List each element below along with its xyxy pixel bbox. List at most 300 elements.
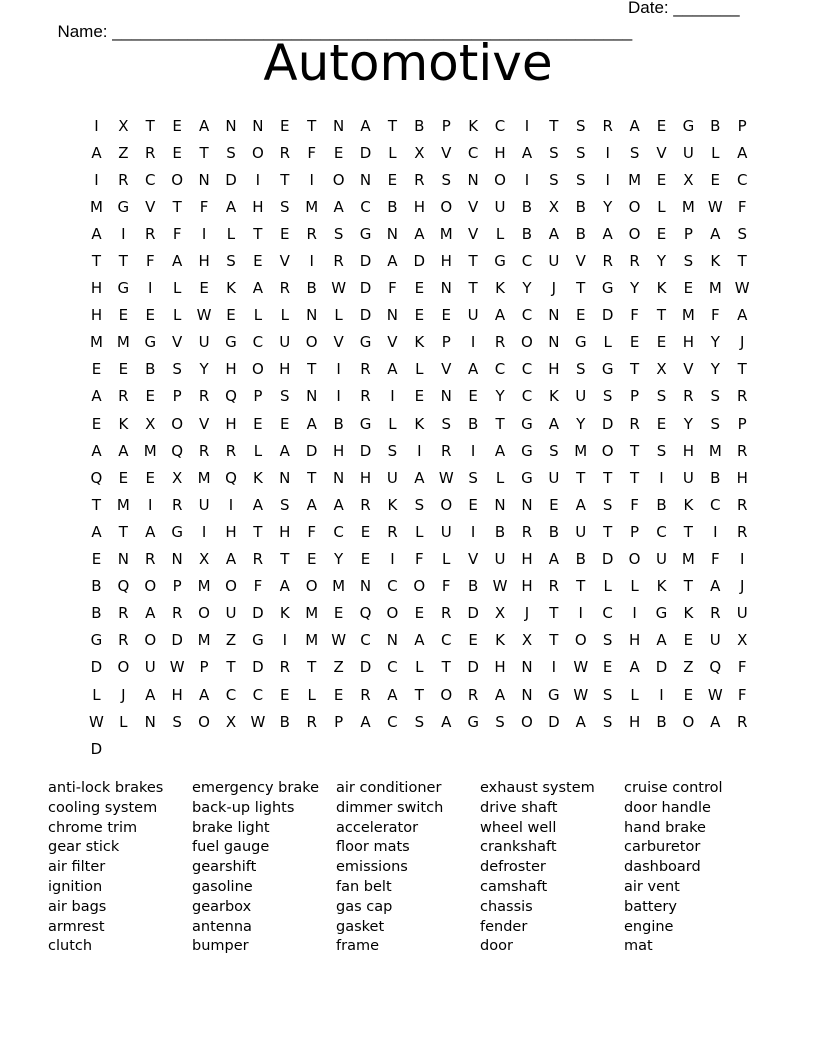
grid-letter: H: [90, 279, 103, 298]
word-list-item: fuel gauge: [192, 839, 270, 856]
grid-letter: R: [441, 441, 452, 460]
grid-letter: O: [521, 712, 533, 731]
grid-letter: O: [628, 224, 641, 243]
grid-letter: I: [390, 387, 395, 406]
grid-letter: V: [575, 252, 586, 271]
grid-letter: C: [710, 495, 721, 514]
grid-letter: M: [708, 441, 722, 460]
grid-letter: X: [737, 631, 748, 650]
grid-letter: X: [656, 360, 667, 379]
grid-letter: V: [279, 252, 290, 271]
grid-letter: R: [736, 387, 748, 406]
grid-letter: Q: [359, 604, 372, 623]
grid-letter: O: [171, 414, 184, 433]
grid-letter: G: [601, 279, 614, 298]
grid-letter: S: [468, 468, 478, 487]
grid-letter: A: [468, 360, 479, 379]
grid-letter: T: [172, 197, 182, 216]
grid-letter: I: [309, 170, 314, 189]
grid-letter: T: [441, 658, 451, 677]
grid-letter: G: [225, 333, 237, 352]
grid-letter: P: [334, 712, 344, 731]
grid-letter: Z: [683, 658, 694, 677]
grid-letter: L: [415, 360, 424, 379]
grid-letter: Y: [629, 279, 640, 298]
grid-letter: A: [441, 712, 452, 731]
grid-letter: K: [252, 468, 263, 487]
grid-letter: I: [282, 631, 288, 650]
grid-letter: A: [91, 143, 102, 162]
grid-letter: X: [548, 197, 559, 216]
grid-letter: I: [739, 550, 745, 569]
grid-letter: I: [659, 685, 664, 704]
grid-letter: T: [683, 522, 693, 541]
grid-letter: O: [251, 360, 264, 379]
grid-letter: A: [145, 604, 156, 623]
grid-letter: A: [710, 712, 721, 731]
grid-letter: T: [629, 441, 640, 460]
grid-letter: I: [309, 252, 314, 271]
grid-letter: F: [145, 252, 155, 271]
grid-letter: I: [632, 604, 637, 623]
grid-letter: L: [119, 712, 128, 731]
grid-letter: T: [576, 468, 586, 487]
word-column: [48, 779, 192, 957]
grid-letter: N: [359, 577, 372, 596]
grid-letter: H: [413, 197, 425, 216]
grid-letter: X: [225, 712, 237, 731]
grid-letter: I: [713, 522, 718, 541]
grid-letter: L: [92, 685, 101, 704]
grid-letter: D: [305, 441, 318, 460]
grid-letter: M: [681, 197, 695, 216]
word-list-item: gasoline: [192, 878, 253, 895]
grid-letter: V: [468, 224, 479, 243]
grid-letter: R: [602, 252, 613, 271]
grid-letter: N: [198, 170, 210, 189]
grid-letter: B: [656, 712, 667, 731]
grid-letter: M: [681, 306, 695, 325]
grid-letter: B: [521, 224, 533, 243]
grid-letter: E: [172, 143, 182, 162]
grid-letter: R: [306, 224, 317, 243]
word-list-item: engine: [624, 918, 674, 935]
grid-letter: V: [683, 360, 694, 379]
grid-letter: A: [333, 197, 344, 216]
grid-letter: T: [495, 414, 505, 433]
grid-letter: O: [521, 333, 533, 352]
grid-letter: R: [145, 143, 156, 162]
grid-letter: D: [467, 604, 479, 623]
grid-letter: A: [521, 143, 533, 162]
grid-letter: N: [306, 387, 318, 406]
grid-letter: I: [255, 170, 261, 189]
grid-letter: E: [656, 333, 667, 352]
grid-letter: V: [441, 360, 452, 379]
grid-letter: J: [121, 685, 126, 704]
grid-letter: N: [171, 550, 183, 569]
grid-letter: A: [414, 468, 425, 487]
grid-letter: H: [252, 197, 264, 216]
grid-letter: D: [252, 604, 264, 623]
grid-letter: K: [656, 279, 667, 298]
grid-letter: H: [521, 550, 533, 569]
word-list-item: chassis: [480, 898, 533, 915]
grid-letter: W: [331, 279, 347, 298]
grid-letter: E: [118, 306, 129, 325]
grid-letter: C: [521, 360, 533, 379]
grid-letter: A: [198, 116, 210, 135]
grid-letter: E: [629, 333, 640, 352]
grid-letter: T: [683, 577, 693, 596]
grid-letter: E: [656, 170, 667, 189]
grid-letter: R: [441, 604, 452, 623]
grid-letter: L: [415, 522, 424, 541]
grid-letter: D: [413, 252, 426, 271]
word-list-item: armrest: [48, 918, 105, 935]
grid-letter: G: [144, 333, 157, 352]
grid-letter: K: [279, 604, 290, 623]
grid-letter: I: [551, 658, 557, 677]
grid-letter: X: [118, 116, 129, 135]
grid-letter: R: [145, 224, 156, 243]
word-list-item: air conditioner: [336, 780, 442, 796]
grid-letter: T: [118, 522, 128, 541]
grid-letter: E: [118, 360, 129, 379]
grid-letter: R: [252, 550, 264, 569]
grid-letter: I: [94, 170, 99, 189]
grid-letter: N: [386, 224, 399, 243]
grid-letter: G: [359, 333, 372, 352]
grid-letter: K: [683, 604, 694, 623]
word-list-item: carburetor: [624, 839, 701, 856]
word-list-item: drive shaft: [480, 799, 558, 816]
grid-letter: T: [280, 170, 290, 189]
grid-letter: E: [468, 495, 478, 514]
grid-letter: M: [628, 170, 642, 189]
grid-letter: F: [253, 577, 263, 596]
grid-letter: T: [307, 658, 317, 677]
grid-letter: N: [225, 116, 237, 135]
grid-letter: A: [252, 279, 264, 298]
grid-letter: R: [736, 441, 748, 460]
word-list-item: door handle: [624, 799, 711, 816]
grid-letter: K: [495, 631, 505, 650]
grid-letter: U: [682, 143, 694, 162]
grid-letter: K: [710, 252, 721, 271]
grid-letter: I: [94, 116, 99, 135]
grid-letter: M: [89, 333, 103, 352]
grid-letter: E: [253, 252, 263, 271]
grid-letter: E: [414, 306, 425, 325]
grid-letter: C: [225, 685, 237, 704]
word-list-item: emergency brake: [192, 780, 320, 796]
grid-letter: A: [279, 577, 290, 596]
grid-letter: X: [414, 143, 425, 162]
date-field-label: Date: _______: [628, 0, 740, 17]
grid-letter: T: [576, 279, 586, 298]
grid-letter: L: [307, 685, 316, 704]
grid-letter: T: [549, 116, 559, 135]
grid-letter: B: [575, 197, 586, 216]
grid-letter: G: [171, 522, 183, 541]
word-list-item: frame: [336, 938, 379, 955]
grid-letter: F: [710, 306, 720, 325]
word-list-item: mat: [624, 938, 653, 955]
grid-letter: F: [415, 550, 424, 569]
grid-letter: T: [629, 360, 640, 379]
word-list-item: cruise control: [624, 780, 723, 796]
grid-letter: H: [359, 468, 372, 487]
grid-letter: M: [708, 279, 722, 298]
grid-letter: M: [574, 441, 588, 460]
grid-letter: E: [333, 685, 344, 704]
grid-letter: B: [91, 577, 102, 596]
grid-letter: M: [89, 197, 103, 216]
grid-letter: H: [682, 333, 695, 352]
grid-letter: G: [467, 712, 479, 731]
word-list-item: clutch: [48, 938, 93, 955]
grid-letter: H: [171, 685, 183, 704]
grid-letter: I: [336, 360, 341, 379]
grid-letter: T: [226, 658, 236, 677]
grid-letter: J: [739, 577, 745, 596]
grid-letter: E: [199, 279, 209, 298]
grid-letter: T: [603, 468, 613, 487]
grid-letter: F: [307, 522, 317, 541]
grid-letter: I: [148, 279, 153, 298]
grid-letter: W: [573, 685, 589, 704]
word-list-item: camshaft: [480, 878, 548, 895]
grid-letter: O: [198, 712, 210, 731]
grid-letter: F: [441, 577, 451, 596]
grid-letter: C: [521, 306, 533, 325]
grid-letter: R: [279, 143, 291, 162]
grid-letter: V: [198, 414, 210, 433]
grid-letter: T: [145, 116, 155, 135]
grid-letter: G: [521, 414, 533, 433]
grid-letter: A: [145, 522, 156, 541]
grid-letter: Y: [522, 279, 532, 298]
grid-letter: H: [521, 577, 533, 596]
grid-letter: B: [306, 279, 317, 298]
grid-letter: B: [575, 550, 586, 569]
grid-letter: H: [90, 306, 103, 325]
grid-letter: L: [334, 306, 343, 325]
grid-letter: G: [521, 441, 533, 460]
grid-letter: A: [737, 306, 748, 325]
grid-letter: R: [279, 658, 291, 677]
grid-letter: O: [682, 712, 695, 731]
grid-letter: A: [710, 577, 721, 596]
grid-letter: O: [574, 631, 587, 650]
grid-letter: E: [145, 387, 155, 406]
grid-letter: S: [333, 224, 344, 243]
grid-letter: N: [144, 712, 156, 731]
grid-letter: H: [332, 441, 345, 460]
grid-letter: K: [414, 414, 425, 433]
grid-letter: S: [280, 197, 290, 216]
grid-letter: S: [172, 360, 182, 379]
grid-letter: T: [280, 550, 290, 569]
grid-letter: R: [360, 495, 371, 514]
word-column: [480, 779, 624, 957]
grid-letter: E: [441, 306, 451, 325]
grid-letter: N: [332, 468, 345, 487]
grid-letter: N: [548, 333, 560, 352]
grid-letter: E: [253, 414, 263, 433]
word-list-item: crankshaft: [480, 839, 557, 856]
grid-letter: E: [280, 224, 290, 243]
word-list-item: brake light: [192, 819, 270, 836]
grid-letter: I: [524, 116, 530, 135]
grid-letter: V: [387, 333, 398, 352]
grid-letter: R: [521, 522, 533, 541]
grid-letter: I: [228, 495, 234, 514]
grid-letter: N: [117, 550, 129, 569]
grid-letter: G: [494, 252, 506, 271]
grid-letter: S: [602, 495, 613, 514]
grid-letter: E: [333, 143, 344, 162]
grid-letter: A: [387, 685, 398, 704]
grid-letter: I: [470, 522, 476, 541]
grid-letter: N: [467, 170, 479, 189]
word-list-item: dimmer switch: [336, 799, 444, 816]
grid-letter: O: [305, 333, 318, 352]
grid-letter: C: [252, 685, 264, 704]
grid-letter: T: [549, 631, 559, 650]
grid-letter: P: [199, 658, 209, 677]
grid-letter: R: [333, 252, 344, 271]
grid-letter: E: [280, 685, 290, 704]
grid-letter: R: [494, 333, 506, 352]
grid-letter: B: [548, 522, 559, 541]
grid-letter: D: [359, 441, 372, 460]
grid-letter: S: [280, 495, 290, 514]
grid-letter: L: [603, 577, 612, 596]
grid-letter: G: [252, 631, 264, 650]
grid-letter: B: [145, 360, 156, 379]
grid-letter: D: [359, 306, 372, 325]
grid-letter: T: [656, 306, 667, 325]
grid-letter: L: [388, 414, 397, 433]
header: [48, 0, 748, 41]
grid-letter: G: [359, 224, 372, 243]
grid-letter: G: [359, 414, 372, 433]
grid-letter: M: [116, 333, 130, 352]
grid-letter: N: [306, 306, 318, 325]
grid-letter: D: [601, 306, 614, 325]
word-list-item: air filter: [48, 859, 106, 876]
grid-letter: A: [360, 712, 371, 731]
grid-letter: K: [414, 333, 425, 352]
grid-letter: A: [575, 495, 586, 514]
grid-letter: Y: [199, 360, 209, 379]
grid-letter: D: [252, 658, 264, 677]
grid-letter: D: [90, 739, 103, 758]
grid-letter: Z: [225, 631, 237, 650]
grid-letter: S: [602, 631, 613, 650]
grid-letter: H: [628, 631, 641, 650]
grid-letter: L: [495, 224, 505, 243]
grid-letter: M: [197, 577, 211, 596]
grid-letter: S: [602, 685, 613, 704]
grid-letter: U: [494, 197, 506, 216]
grid-letter: B: [333, 414, 344, 433]
grid-letter: O: [332, 170, 345, 189]
grid-letter: W: [331, 631, 347, 650]
grid-letter: S: [656, 441, 667, 460]
grid-letter: B: [91, 604, 102, 623]
grid-letter: L: [415, 658, 424, 677]
word-list-item: door: [480, 938, 513, 955]
grid-letter: E: [145, 306, 155, 325]
grid-letter: Y: [710, 333, 720, 352]
grid-letter: T: [118, 252, 128, 271]
grid-letter: A: [387, 360, 398, 379]
grid-letter: A: [656, 631, 667, 650]
grid-letter: B: [494, 522, 506, 541]
grid-letter: R: [629, 414, 640, 433]
grid-letter: E: [280, 414, 290, 433]
grid-letter: L: [253, 441, 263, 460]
grid-letter: O: [198, 604, 210, 623]
word-list-item: back-up lights: [192, 799, 295, 816]
grid-letter: K: [387, 495, 398, 514]
word-column: [336, 779, 480, 957]
grid-letter: R: [360, 685, 371, 704]
grid-letter: I: [121, 224, 126, 243]
grid-letter: W: [89, 712, 104, 731]
grid-letter: U: [467, 306, 479, 325]
grid-letter: N: [279, 468, 291, 487]
grid-letter: U: [198, 495, 210, 514]
grid-letter: M: [305, 197, 319, 216]
grid-letter: J: [551, 279, 557, 298]
grid-letter: C: [360, 197, 371, 216]
grid-letter: O: [305, 577, 318, 596]
grid-letter: C: [736, 170, 748, 189]
grid-letter: W: [734, 279, 750, 298]
grid-letter: F: [388, 279, 397, 298]
grid-letter: S: [387, 441, 398, 460]
grid-letter: G: [574, 333, 587, 352]
grid-letter: R: [710, 604, 721, 623]
grid-letter: R: [306, 712, 317, 731]
grid-letter: H: [279, 360, 291, 379]
grid-letter: R: [118, 387, 129, 406]
grid-letter: S: [602, 712, 613, 731]
grid-letter: T: [307, 468, 317, 487]
grid-letter: R: [629, 252, 640, 271]
word-list-item: gas cap: [336, 898, 393, 915]
grid-letter: E: [414, 279, 425, 298]
grid-letter: H: [494, 143, 506, 162]
grid-letter: R: [602, 116, 613, 135]
grid-letter: V: [656, 143, 667, 162]
word-list-item: floor mats: [336, 839, 410, 856]
grid-letter: W: [707, 685, 723, 704]
grid-letter: S: [226, 252, 236, 271]
grid-letter: A: [548, 224, 559, 243]
grid-letter: A: [494, 441, 506, 460]
grid-letter: C: [467, 143, 479, 162]
word-list: [48, 779, 768, 957]
grid-letter: Y: [495, 387, 505, 406]
word-list-item: antenna: [192, 918, 252, 935]
grid-letter: T: [603, 522, 613, 541]
grid-letter: I: [578, 604, 583, 623]
